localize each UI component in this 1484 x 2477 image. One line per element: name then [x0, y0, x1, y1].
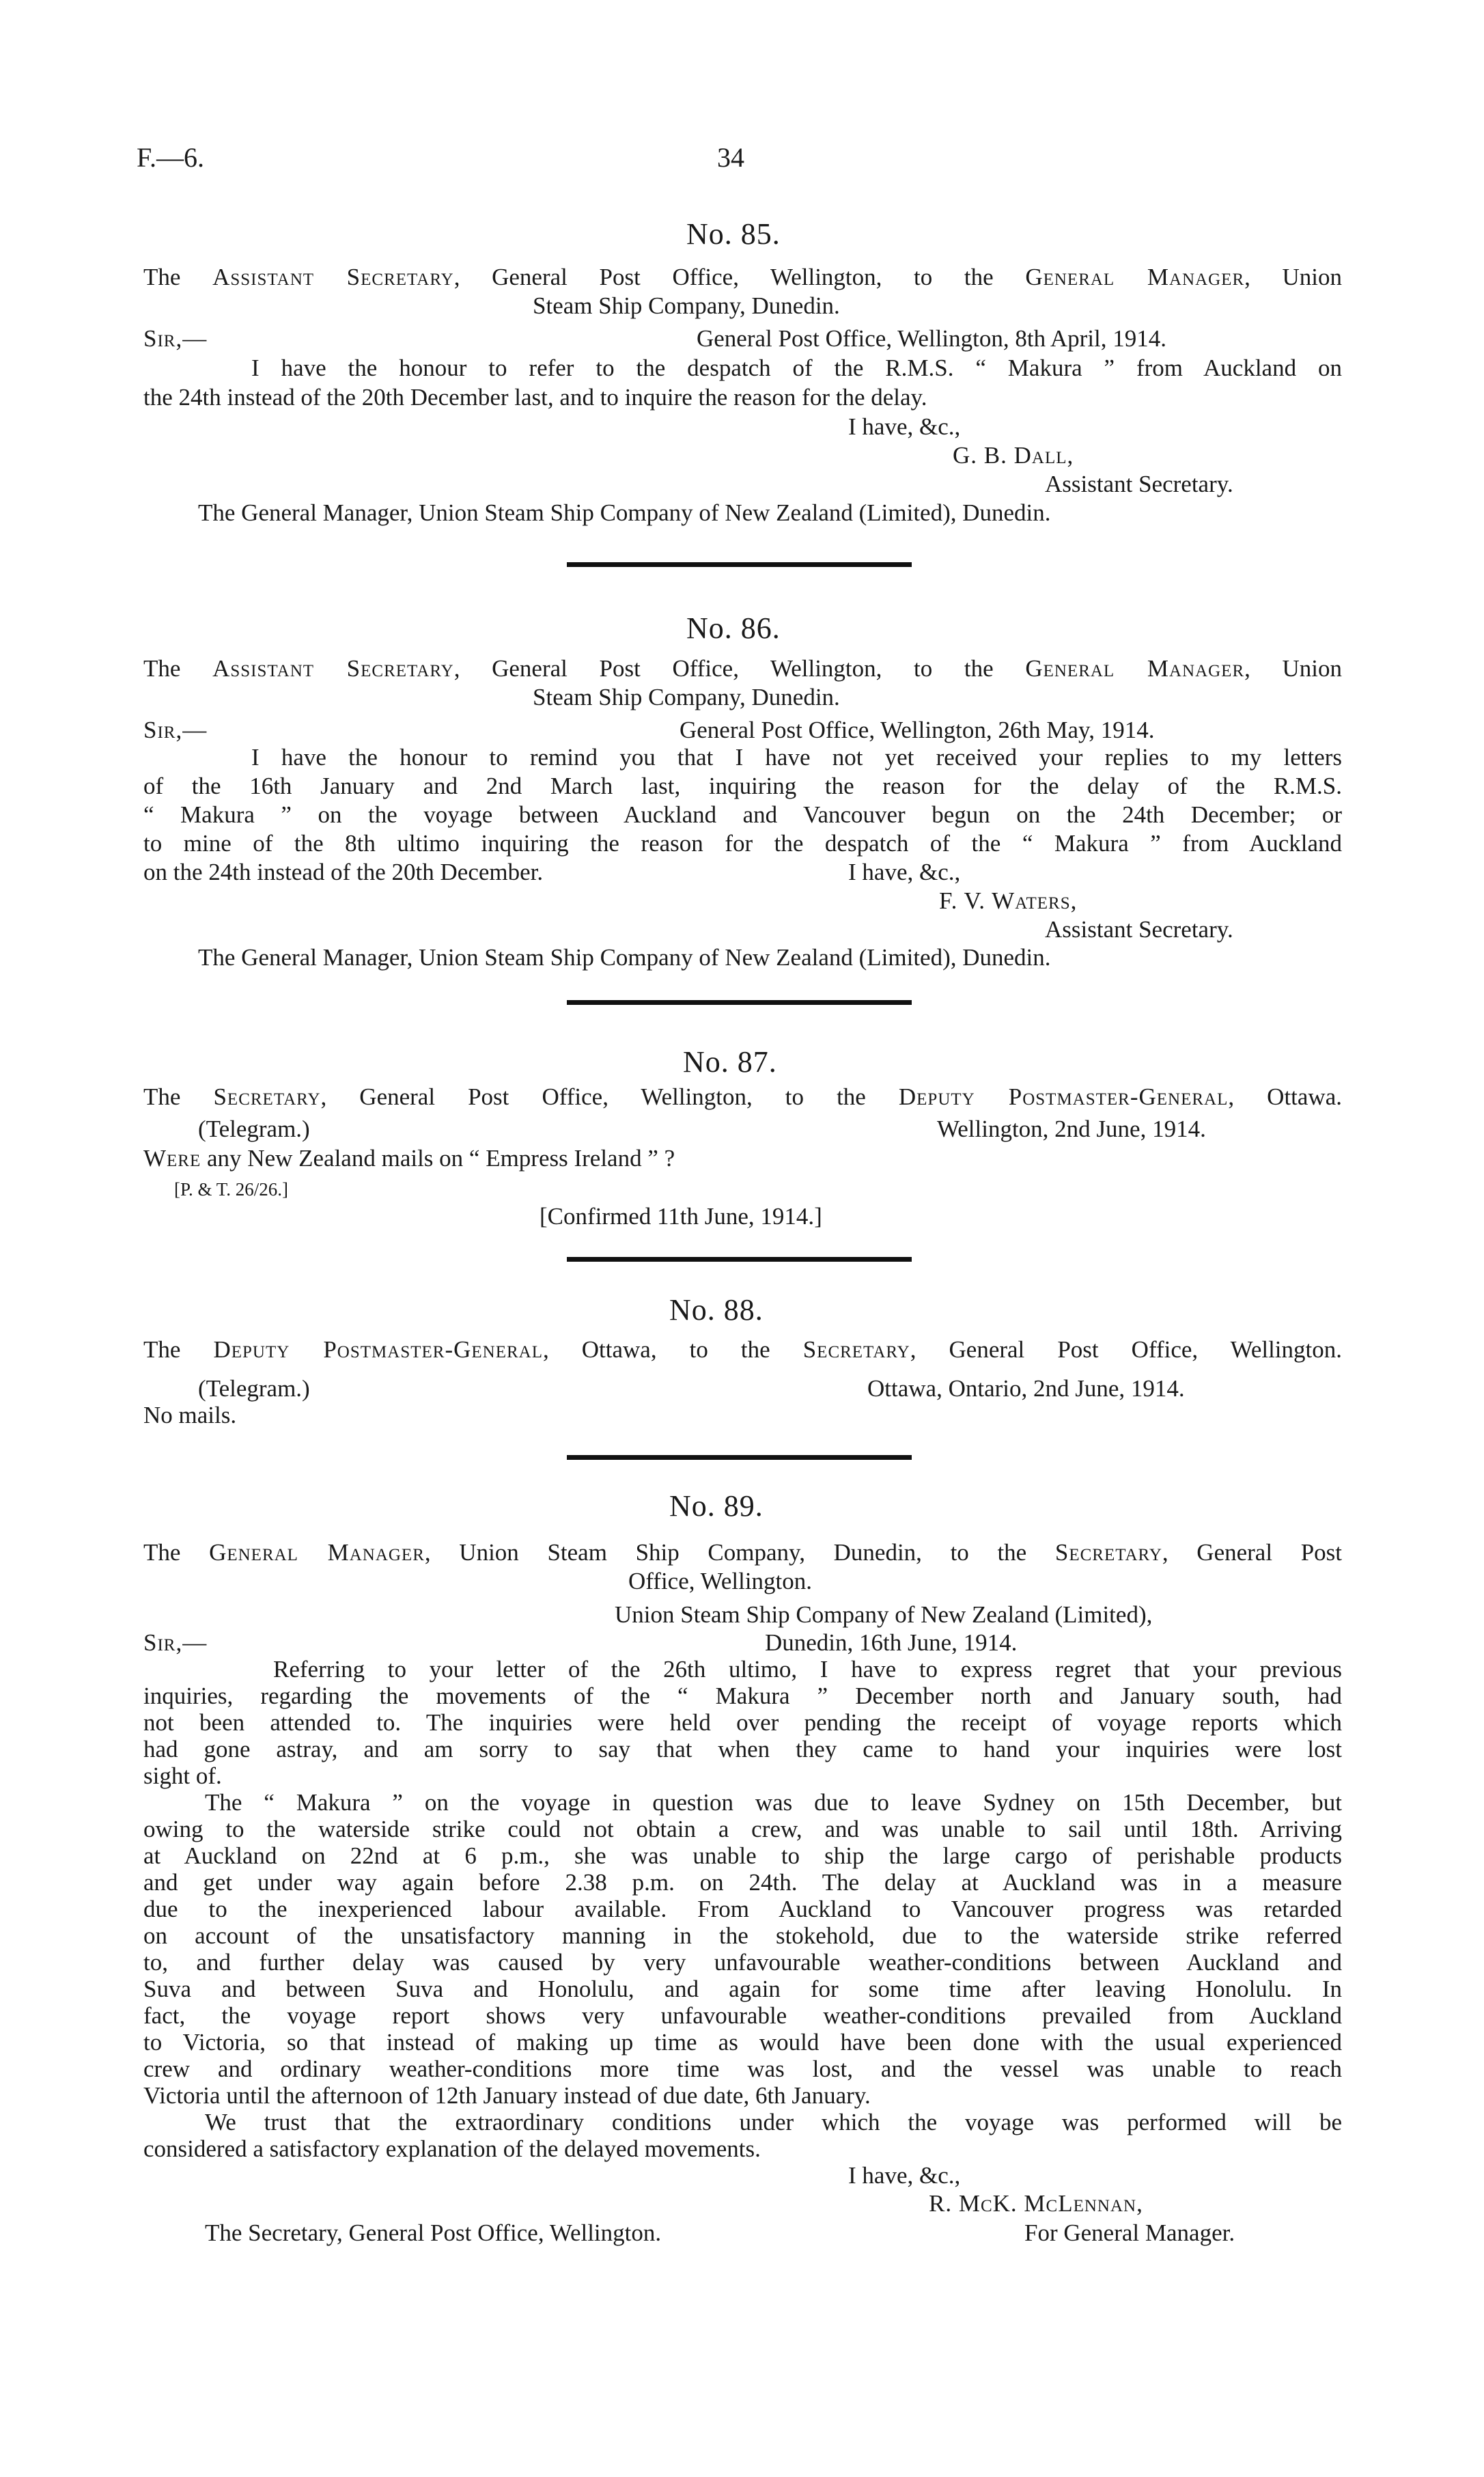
no89-heading: No. 89. [669, 1489, 764, 1523]
no85-route-tail: , Union [1244, 264, 1343, 290]
no88-route-mid: , Ottawa, to the [542, 1336, 770, 1363]
no89-address-line2: Dunedin, 16th June, 1914. [765, 1629, 1018, 1656]
no89-route-line2: Office, Wellington. [628, 1568, 813, 1594]
no86-title: Assistant Secretary. [1045, 916, 1233, 943]
no89-route-tail: , General Post [1162, 1539, 1343, 1566]
no88-body: No mails. [143, 1402, 237, 1428]
no85-body-line: I have the honour to refer to the despatch of the R.M.S. “ Makura ” from Auckland on [251, 355, 1342, 381]
no87-route [143, 1083, 1342, 1111]
no88-heading: No. 88. [669, 1293, 764, 1327]
no85-route-to: General Manager [1025, 264, 1245, 290]
no87-route-from: Secretary [213, 1083, 321, 1110]
no89-body-line: fact, the voyage report shows very unfavourable weather-conditions prevailed from Auckland [143, 2002, 1342, 2029]
no89-closing: I have, &c., [848, 2162, 961, 2189]
no86-route-from: Assistant Secretary [212, 655, 454, 682]
no87-confirmation: [Confirmed 11th June, 1914.] [540, 1203, 822, 1230]
no85-route-from: Assistant Secretary [212, 264, 454, 290]
no89-body-line: to Victoria, so that instead of making up time as would have been done with the usual experienced [143, 2029, 1342, 2056]
no87-route-to: Deputy Postmaster-General [898, 1083, 1229, 1110]
no89-body-line: had gone astray, and am sorry to say that when they came to hand your inquiries were lost [143, 1736, 1342, 1762]
section-divider [567, 1257, 912, 1262]
no86-body-line: I have the honour to remind you that I have not yet received your replies to my letters [251, 744, 1342, 771]
no85-route-mid: , General Post Office, Wellington, to the [453, 264, 994, 290]
no86-route-the: The [143, 655, 181, 682]
no89-addressee: The Secretary, General Post Office, Wellington. [205, 2219, 662, 2246]
no86-body-line: of the 16th January and 2nd March last, inquiring the reason for the delay of the R.M.S. [143, 773, 1342, 799]
no89-body-line: crew and ordinary weather-conditions more time was lost, and the vessel was unable to reach [143, 2056, 1342, 2082]
no85-closing: I have, &c., [848, 413, 961, 440]
no86-salutation: Sir,— [143, 717, 208, 743]
section-divider [567, 1455, 912, 1460]
no86-route-mid: , General Post Office, Wellington, to the [453, 655, 994, 682]
no89-salutation: Sir,— [143, 1629, 208, 1656]
no87-body-lead: Were [143, 1145, 201, 1172]
no85-title: Assistant Secretary. [1045, 471, 1233, 497]
no86-route-tail: , Union [1244, 655, 1343, 682]
no86-route-to: General Manager [1025, 655, 1245, 682]
no89-body-line: considered a satisfactory explanation of the delayed movements. [143, 2135, 761, 2162]
no86-dateline: General Post Office, Wellington, 26th May, 1914. [680, 717, 1155, 743]
no89-body-line: inquiries, regarding the movements of the “ Makura ” December north and January south, had [143, 1683, 1342, 1709]
no89-signature: R. McK. McLennan, [929, 2190, 1143, 2217]
no87-route-tail: , Ottawa. [1228, 1083, 1342, 1110]
no88-dateline: Ottawa, Ontario, 2nd June, 1914. [867, 1375, 1185, 1402]
no88-route [143, 1336, 1342, 1364]
no89-body-line: Suva and between Suva and Honolulu, and again for some time after leaving Honolulu. In [143, 1976, 1342, 2002]
no89-body-line: on account of the unsatisfactory manning in the stokehold, due to the waterside strike referred [143, 1922, 1342, 1949]
no88-route-to: Secretary [802, 1336, 910, 1363]
no86-body-line: “ Makura ” on the voyage between Auckland and Vancouver begun on the 24th December; or [143, 801, 1342, 828]
no85-salutation: Sir,— [143, 325, 208, 352]
section-divider [567, 562, 912, 567]
no86-addressee: The General Manager, Union Steam Ship Company of New Zealand (Limited), Dunedin. [198, 944, 1051, 971]
no89-body-line: The “ Makura ” on the voyage in question was due to leave Sydney on 15th December, but [205, 1789, 1342, 1816]
no89-route-mid: , Union Steam Ship Company, Dunedin, to the [424, 1539, 1027, 1566]
no89-route-to: Secretary [1054, 1539, 1162, 1566]
no87-reference: [P. & T. 26/26.] [174, 1179, 289, 1200]
no86-heading: No. 86. [686, 611, 781, 645]
page-number: 34 [717, 142, 744, 173]
no87-route-the: The [143, 1083, 181, 1110]
no87-type: (Telegram.) [198, 1116, 310, 1142]
no86-body-line: to mine of the 8th ultimo inquiring the reason for the despatch of the “ Makura ” from Auckland [143, 830, 1342, 857]
no86-closing: I have, &c., [848, 859, 961, 885]
no89-body-line: at Auckland on 22nd at 6 p.m., she was unable to ship the large cargo of perishable products [143, 1842, 1342, 1869]
no89-body-line: Referring to your letter of the 26th ultimo, I have to express regret that your previous [273, 1656, 1342, 1683]
no87-body-text: any New Zealand mails on “ Empress Ireland ” ? [201, 1145, 675, 1172]
no85-body-line: the 24th instead of the 20th December last, and to inquire the reason for the delay. [143, 384, 927, 411]
no89-route [143, 1538, 1342, 1566]
section-divider [567, 1000, 912, 1005]
no89-body-line: due to the inexperienced labour available. From Auckland to Vancouver progress was retarded [143, 1896, 1342, 1922]
no87-route-mid: , General Post Office, Wellington, to the [320, 1083, 866, 1110]
no89-title: For General Manager. [1024, 2219, 1235, 2246]
no86-route [143, 654, 1342, 682]
no86-route-line2: Steam Ship Company, Dunedin. [533, 684, 840, 710]
no88-type: (Telegram.) [198, 1375, 310, 1402]
no89-body-line: to, and further delay was caused by very unfavourable weather-conditions between Auckland and [143, 1949, 1342, 1976]
no85-addressee: The General Manager, Union Steam Ship Company of New Zealand (Limited), Dunedin. [198, 499, 1051, 526]
no89-body-line: and get under way again before 2.38 p.m. on 24th. The delay at Auckland was in a measure [143, 1869, 1342, 1896]
no85-route-the: The [143, 264, 181, 290]
no85-signature: G. B. Dall, [953, 442, 1074, 469]
no89-body-line: not been attended to. The inquiries were held over pending the receipt of voyage reports which [143, 1709, 1342, 1736]
no87-body [143, 1144, 675, 1172]
no85-route [143, 263, 1342, 291]
no89-body-line: Victoria until the afternoon of 12th January instead of due date, 6th January. [143, 2082, 871, 2109]
no87-dateline: Wellington, 2nd June, 1914. [937, 1116, 1206, 1142]
no87-heading: No. 87. [683, 1045, 777, 1079]
no88-route-the: The [143, 1336, 181, 1363]
no89-route-the: The [143, 1539, 181, 1566]
no89-body-line: We trust that the extraordinary conditions under which the voyage was performed will be [205, 2109, 1342, 2135]
no85-dateline: General Post Office, Wellington, 8th April, 1914. [697, 325, 1167, 352]
no89-body-line: sight of. [143, 1762, 222, 1789]
no89-body-line: owing to the waterside strike could not obtain a crew, and was unable to sail until 18th. Arriving [143, 1816, 1342, 1842]
no89-route-from: General Manager [209, 1539, 425, 1566]
no88-route-tail: , General Post Office, Wellington. [910, 1336, 1342, 1363]
no89-address-line1: Union Steam Ship Company of New Zealand (Limited), [615, 1601, 1153, 1628]
no86-body-line: on the 24th instead of the 20th December. [143, 859, 544, 885]
no86-signature: F. V. Waters, [939, 887, 1078, 914]
no85-route-line2: Steam Ship Company, Dunedin. [533, 292, 840, 319]
no88-route-from: Deputy Postmaster-General [213, 1336, 543, 1363]
report-code: F.—6. [137, 142, 205, 173]
no85-heading: No. 85. [686, 217, 781, 251]
